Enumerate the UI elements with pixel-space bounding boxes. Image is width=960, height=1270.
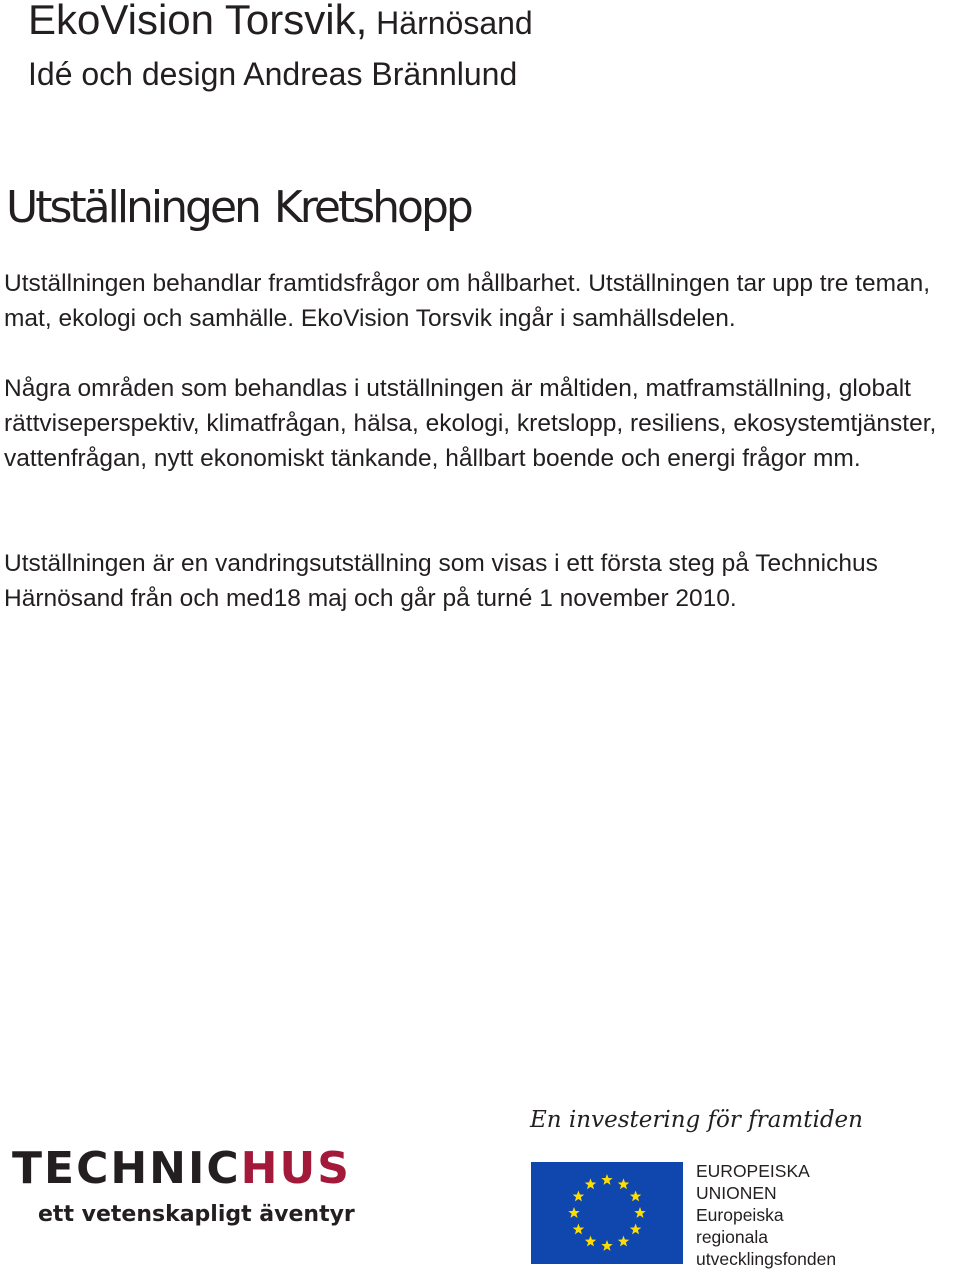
title-text: EkoVision Torsvik, [28,0,368,43]
eu-name-line2: UNIONEN [696,1183,777,1203]
technichus-word-technic: TECHNIC [12,1143,241,1194]
technichus-wordmark [12,1142,351,1196]
eu-tagline: En investering för framtiden [530,1107,863,1133]
eu-fund-name [696,1160,836,1270]
title-location: Härnösand [367,5,533,41]
paragraph-topics: Några områden som behandlas i utställningen är måltiden, matframställning, globalt rättviseperspektiv, klimatfrågan, hälsa, ekologi, kretslopp, resiliens, ekosystemtjänster, vattenfrågan, nytt ekonomiskt tänkande, hållbart boende och energi frågor mm. [4,375,937,472]
eu-name-line1: EUROPEISKA [696,1161,810,1181]
section-heading: Utställningen Kretshopp [6,182,471,233]
eu-name-line5: utvecklingsfonden [696,1249,837,1269]
eu-name-line4: regionala [696,1227,768,1247]
paragraph-tour: Utställningen är en vandringsutställning som visas i ett första steg på Technichus Härnösand från och med18 maj och går på turné 1 november 2010. [4,550,878,612]
paragraph-intro: Utställningen behandlar framtidsfrågor om hållbarhet. Utställningen tar upp tre teman, mat, ekologi och samhälle. EkoVision Torsvik ingår i samhällsdelen. [4,270,931,332]
technichus-logo [12,1142,392,1242]
technichus-word-hus: HUS [240,1143,351,1194]
eu-name-line3: Europeiska [696,1205,784,1225]
technichus-tagline: ett vetenskapligt äventyr [38,1202,355,1227]
design-credit: Idé och design Andreas Brännlund [28,56,518,92]
document-title [28,0,533,49]
eu-flag-icon [531,1162,683,1264]
